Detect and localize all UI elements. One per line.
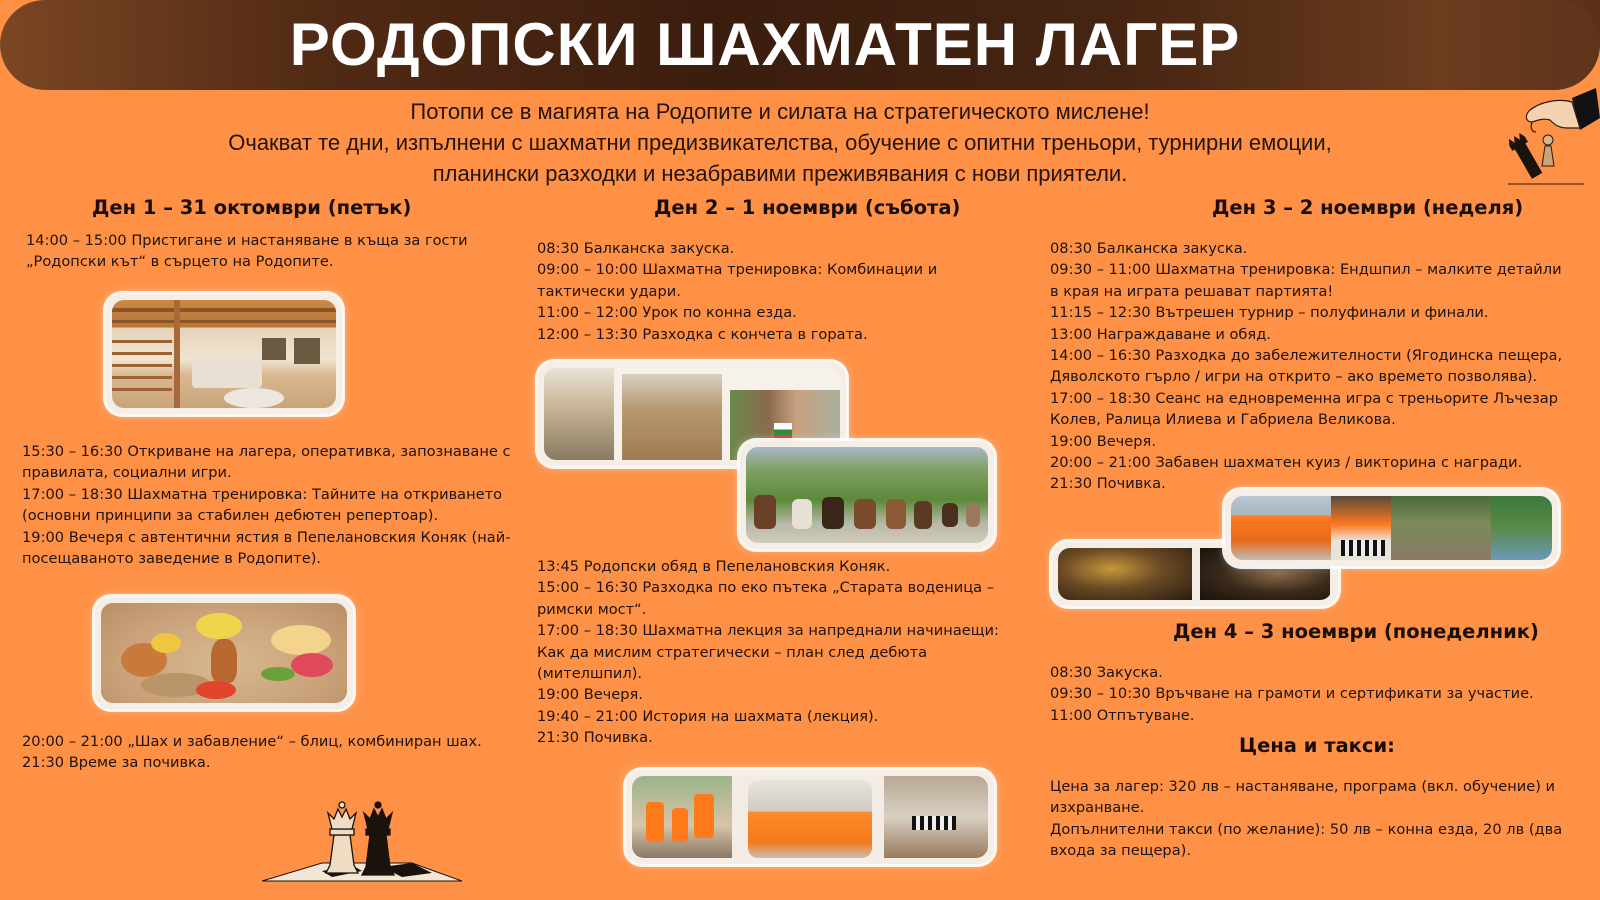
schedule-line: (основни принципи за стабилен дебютен репертоар).	[22, 507, 439, 525]
schedule-line: Дяволското гърло / игри на открито – ако времето позволява).	[1050, 368, 1538, 386]
kids-orange-shirts-collage	[626, 770, 994, 864]
day-2-schedule-block-1	[537, 238, 1007, 345]
schedule-line: 11:15 – 12:30 Вътрешен турнир – полуфинали и финали.	[1050, 304, 1489, 322]
page-title: РОДОПСКИ ШАХМАТЕН ЛАГЕР	[289, 11, 1241, 78]
day-3-title: Ден 3 – 2 ноември (неделя)	[1212, 196, 1524, 219]
schedule-line: 20:00 – 21:00 „Шах и забавление“ – блиц, комбиниран шах.	[22, 733, 482, 750]
schedule-line: 09:00 – 10:00 Шахматна тренировка: Комбинации и	[537, 261, 938, 279]
schedule-line: римски мост“.	[537, 600, 647, 618]
schedule-line: 08:30 Закуска.	[1050, 664, 1163, 681]
day-2-title: Ден 2 – 1 ноември (събота)	[654, 196, 961, 219]
schedule-line: 14:00 – 15:00 Пристигане и настаняване в къща за гости	[26, 232, 468, 249]
pricing-line: изхранване.	[1050, 799, 1145, 817]
schedule-line: 14:00 – 16:30 Разходка до забележителности (Ягодинска пещера,	[1050, 347, 1563, 365]
schedule-line: 09:30 – 11:00 Шахматна тренировка: Ендшпил – малките детайли	[1050, 261, 1562, 279]
day-1-schedule-block-2	[22, 441, 512, 569]
schedule-line: 19:00 Вечеря.	[1050, 432, 1156, 450]
schedule-line: 09:30 – 10:30 Връчване на грамоти и сертификати за участие.	[1050, 685, 1534, 703]
schedule-line: 12:00 – 13:30 Разходка с кончета в гората.	[537, 325, 868, 343]
rhodope-food-photo	[95, 597, 353, 709]
schedule-line: 11:00 – 12:00 Урок по конна езда.	[537, 304, 797, 322]
day-4-title: Ден 4 – 3 ноември (понеделник)	[1173, 620, 1539, 643]
schedule-line: 08:30 Балканска закуска.	[537, 240, 735, 257]
schedule-line: 17:00 – 18:30 Шахматна лекция за напреднали начинаещи:	[537, 622, 999, 640]
schedule-line: 19:40 – 21:00 История на шахмата (лекция).	[537, 707, 879, 725]
schedule-line: Колев, Ралица Илиева и Габриела Великова.	[1050, 411, 1396, 429]
day-1-title: Ден 1 – 31 октомври (петък)	[92, 196, 412, 219]
day-1-schedule-block-3	[22, 731, 512, 774]
schedule-line: „Родопски кът“ в сърцето на Родопите.	[26, 253, 334, 271]
schedule-line: 21:30 Време за почивка.	[22, 754, 211, 772]
guesthouse-room-photo	[106, 294, 342, 414]
schedule-line: 08:30 Балканска закуска.	[1050, 240, 1248, 257]
schedule-line: правилата, социални игри.	[22, 464, 232, 482]
schedule-line: 17:00 – 18:30 Шахматна тренировка: Тайните на откриването	[22, 485, 503, 503]
hand-moving-pawn-icon	[1488, 88, 1600, 186]
schedule-line: Как да мислим стратегически – план след дебюта	[537, 643, 928, 661]
horse-riding-photo	[740, 441, 994, 549]
title-banner	[0, 0, 1600, 90]
schedule-line: 20:00 – 21:00 Забавен шахматен куиз / викторина с награди.	[1050, 454, 1523, 472]
schedule-line: 13:00 Награждаване и обяд.	[1050, 325, 1271, 343]
two-queens-chessboard-icon	[262, 795, 462, 883]
day-4-schedule-block	[1050, 662, 1590, 726]
schedule-line: 19:00 Вечеря.	[537, 686, 643, 704]
schedule-line: 13:45 Родопски обяд в Пепелановския Коняк.	[537, 558, 891, 575]
schedule-line: 21:30 Почивка.	[1050, 475, 1166, 493]
schedule-line: 19:00 Вечеря с автентични ястия в Пепелановския Коняк (най-	[22, 528, 511, 546]
schedule-line: 15:30 – 16:30 Откриване на лагера, оперативка, запознаване с	[22, 443, 511, 460]
pricing-title: Цена и такси:	[1239, 734, 1395, 757]
pricing-line: входа за пещера).	[1050, 842, 1191, 860]
day-3-schedule-block	[1050, 238, 1590, 495]
schedule-line: 17:00 – 18:30 Сеанс на едновременна игра с треньорите Лъчезар	[1050, 389, 1558, 407]
intro-line: планински разходки и незабравими преживявания с нови приятели.	[432, 161, 1128, 186]
intro-text	[150, 96, 1410, 189]
schedule-line: 21:30 Почивка.	[537, 729, 653, 747]
camp-activities-collage	[1225, 490, 1558, 566]
pricing-block	[1050, 776, 1590, 862]
schedule-line: в края на играта решават партията!	[1050, 282, 1334, 300]
pricing-line: Допълнителни такси (по желание): 50 лв – конна езда, 20 лв (два	[1050, 820, 1563, 838]
schedule-line: 11:00 Отпътуване.	[1050, 706, 1195, 724]
schedule-line: 15:00 – 16:30 Разходка по еко пътека „Старата воденица –	[537, 579, 995, 597]
intro-line: Потопи се в магията на Родопите и силата на стратегическото мислене!	[410, 99, 1150, 124]
day-2-schedule-block-2	[537, 556, 1007, 749]
schedule-line: тактически удари.	[537, 282, 681, 300]
intro-line: Очакват те дни, изпълнени с шахматни предизвикателства, обучение с опитни треньори, турнирни емоции,	[228, 130, 1332, 155]
day-1-schedule-block-1	[26, 230, 506, 273]
schedule-line: посещаваното заведение в Родопите).	[22, 550, 322, 568]
schedule-line: (мителшпил).	[537, 665, 643, 683]
pricing-line: Цена за лагер: 320 лв – настаняване, програма (вкл. обучение) и	[1050, 778, 1556, 795]
